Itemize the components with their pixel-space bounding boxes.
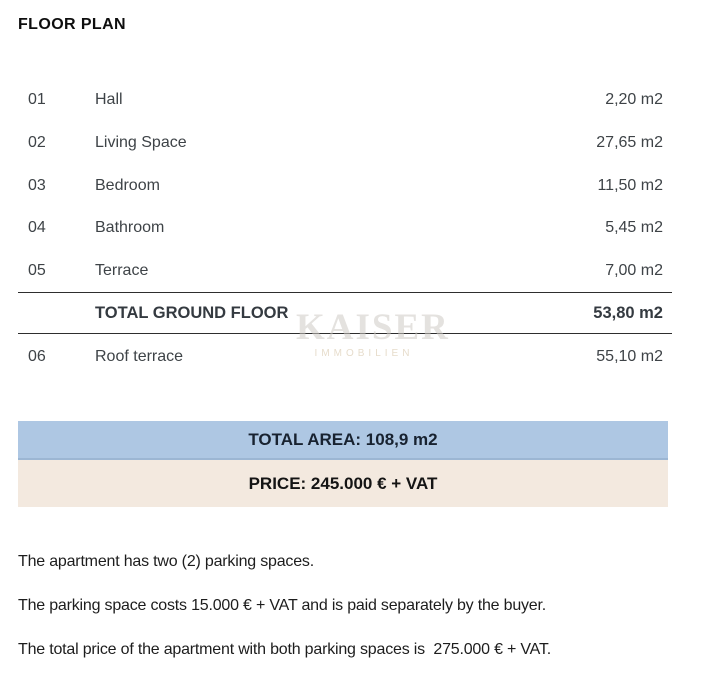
room-number: 04 <box>28 219 46 237</box>
room-name: Living Space <box>95 134 187 152</box>
room-name: Bathroom <box>95 219 165 237</box>
room-name: Roof terrace <box>95 347 184 365</box>
room-number: 05 <box>28 262 46 280</box>
room-number: 06 <box>28 347 46 365</box>
table-row <box>18 250 672 293</box>
note-total-price: The total price of the apartment with both parking spaces is 275.000 € + VAT. <box>18 641 552 658</box>
parking-notes <box>18 552 702 677</box>
room-area: 11,50 m2 <box>597 176 663 194</box>
room-name: Terrace <box>95 262 149 280</box>
room-name: Hall <box>95 91 123 109</box>
watermark-subbrand-text: IMMOBILIEN <box>314 348 414 359</box>
total-label: TOTAL GROUND FLOOR <box>95 303 289 322</box>
note-parking-price: The parking space costs 15.000 € + VAT and is paid separately by the buyer. <box>18 597 547 614</box>
room-area: 7,00 m2 <box>605 262 663 280</box>
room-area: 5,45 m2 <box>605 219 663 237</box>
room-name: Bedroom <box>95 176 160 194</box>
room-number: 02 <box>28 134 46 152</box>
table-row <box>18 207 672 250</box>
room-area: 55,10 m2 <box>596 347 663 365</box>
room-number: 01 <box>28 91 46 109</box>
room-area: 2,20 m2 <box>605 91 663 109</box>
page-title: FLOOR PLAN <box>18 16 126 33</box>
table-row <box>18 79 672 122</box>
total-area-banner: TOTAL AREA: 108,9 m2 <box>18 421 668 460</box>
table-row <box>18 122 672 165</box>
watermark-brand-text: KAISER <box>296 307 450 348</box>
room-number: 03 <box>28 176 46 194</box>
room-area: 27,65 m2 <box>596 134 663 152</box>
price-banner: PRICE: 245.000 € + VAT <box>18 460 668 507</box>
table-row <box>18 164 672 207</box>
floor-plan-table <box>18 79 672 379</box>
note-parking-count: The apartment has two (2) parking spaces. <box>18 553 314 570</box>
table-row <box>18 334 672 379</box>
total-area: 53,80 m2 <box>593 303 663 322</box>
total-ground-floor-row <box>18 293 672 333</box>
